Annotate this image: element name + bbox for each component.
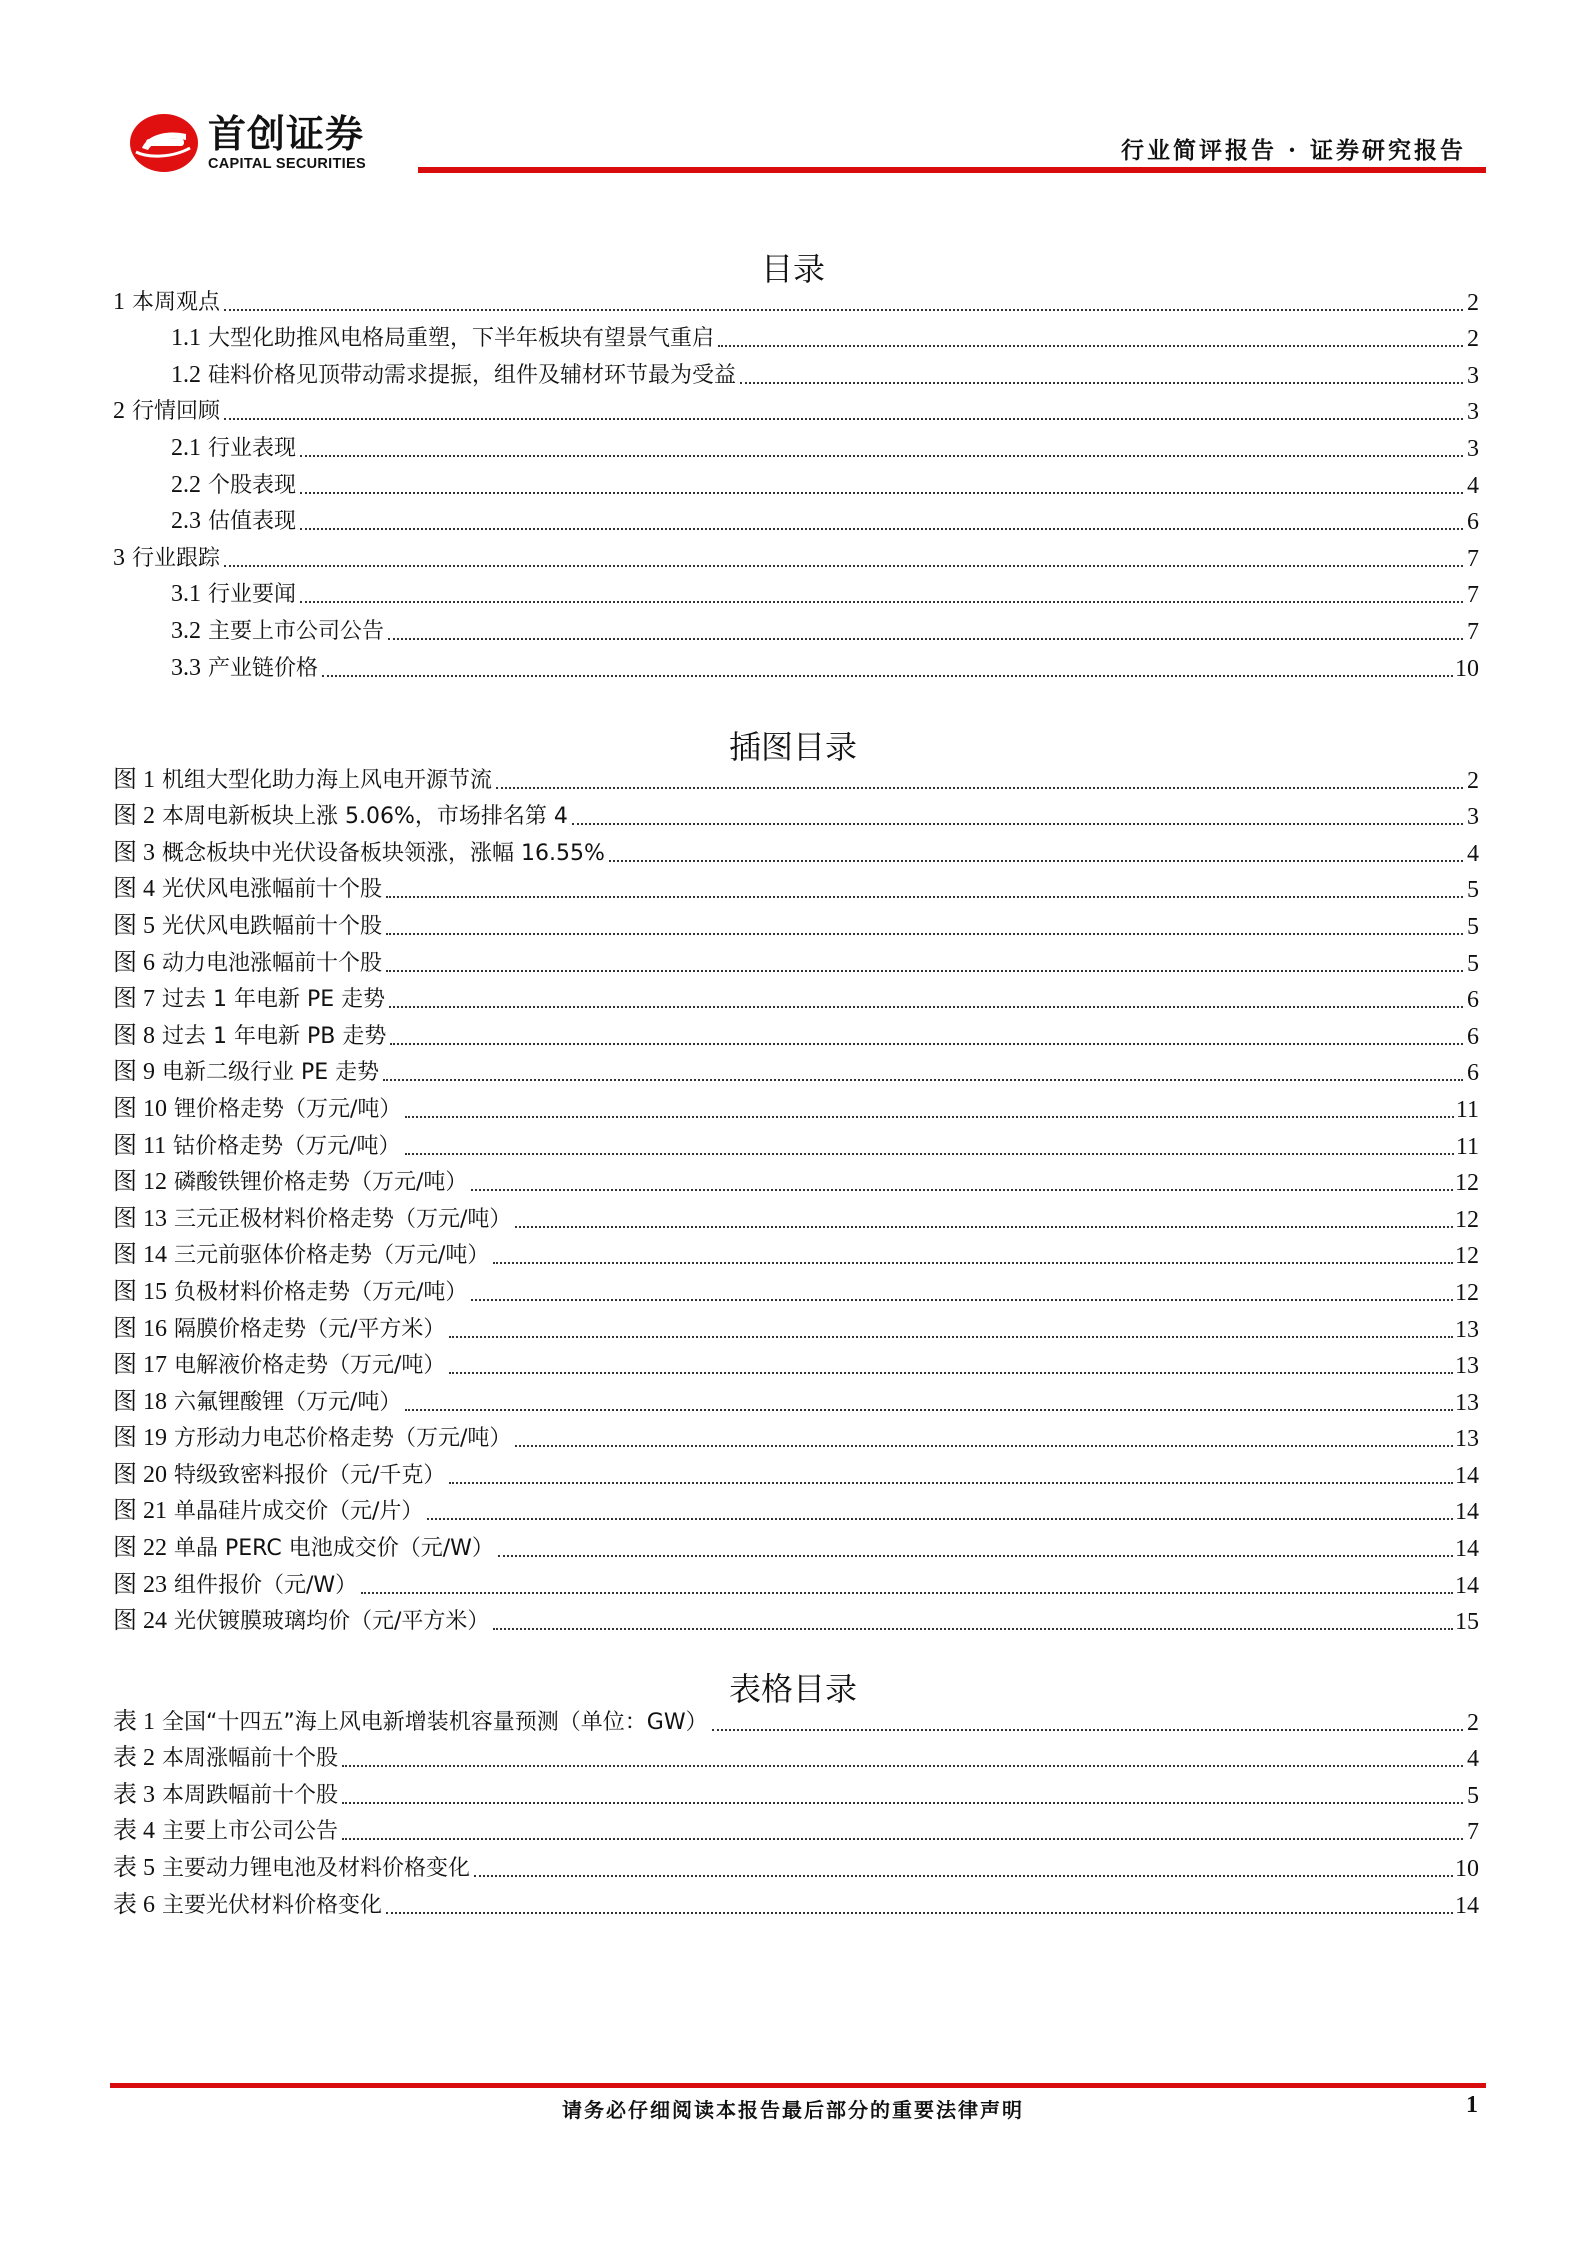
- entry-page-number: 4: [1467, 840, 1479, 867]
- dot-leader: [390, 1043, 1463, 1045]
- toc-entry[interactable]: [113, 1270, 1479, 1307]
- entry-label: [113, 1854, 472, 1883]
- dot-leader: [224, 418, 1463, 420]
- entry-label: [113, 1058, 381, 1087]
- entry-number: 3: [113, 544, 125, 571]
- entry-number: 图 9: [113, 1059, 155, 1086]
- toc-entry[interactable]: [113, 1234, 1479, 1271]
- entry-label: [113, 1461, 447, 1490]
- entry-page-number: 12: [1455, 1170, 1479, 1197]
- entry-number: 图 12: [113, 1169, 167, 1196]
- toc-entry[interactable]: [113, 1417, 1479, 1454]
- toc-entry[interactable]: [113, 1846, 1479, 1883]
- entry-number: 图 2: [113, 803, 155, 830]
- entry-page-number: 14: [1455, 1536, 1479, 1563]
- page-number: 1: [1466, 2092, 1478, 2118]
- entry-number: 1.2: [171, 361, 201, 388]
- entry-page-number: 3: [1467, 399, 1479, 426]
- dot-leader: [496, 787, 1463, 789]
- entry-label: [113, 1497, 425, 1526]
- entry-page-number: 3: [1467, 435, 1479, 462]
- entry-number: 图 16: [113, 1315, 167, 1342]
- entry-text: 行业要闻: [208, 582, 297, 608]
- entry-text: 本周涨幅前十个股: [162, 1746, 339, 1772]
- entry-label: [113, 1205, 513, 1234]
- entry-page-number: 4: [1467, 472, 1479, 499]
- entry-label: [113, 875, 384, 904]
- brand-name-en: CAPITAL SECURITIES: [208, 156, 366, 172]
- dot-leader: [386, 1912, 1453, 1914]
- entry-number: 3.2: [171, 617, 201, 644]
- toc-entry[interactable]: [113, 573, 1479, 610]
- entry-label: [113, 839, 607, 868]
- entry-label: [171, 434, 298, 463]
- entry-page-number: 5: [1467, 913, 1479, 940]
- entry-label: [171, 580, 298, 609]
- entry-text: 磷酸铁锂价格走势（万元/吨）: [174, 1170, 468, 1196]
- toc-entry[interactable]: [113, 1737, 1479, 1774]
- toc-entry[interactable]: [113, 941, 1479, 978]
- toc-entry[interactable]: [113, 1600, 1479, 1637]
- toc-entry[interactable]: [113, 1124, 1479, 1161]
- entry-text: 三元前驱体价格走势（万元/吨）: [174, 1243, 490, 1269]
- toc-entry[interactable]: [113, 1051, 1479, 1088]
- dot-leader: [449, 1482, 1453, 1484]
- entry-number: 3.1: [171, 581, 201, 608]
- entry-number: 表 2: [113, 1745, 155, 1772]
- entry-text: 本周电新板块上涨 5.06%，市场排名第 4: [162, 804, 568, 830]
- entry-page-number: 14: [1455, 1892, 1479, 1919]
- entry-text: 单晶 PERC 电池成交价（元/W）: [174, 1536, 494, 1562]
- toc-entry[interactable]: [113, 426, 1479, 463]
- entry-page-number: 3: [1467, 362, 1479, 389]
- entry-text: 过去 1 年电新 PB 走势: [162, 1023, 387, 1049]
- dot-leader: [449, 1372, 1453, 1374]
- toc-entry[interactable]: [113, 1883, 1479, 1920]
- toc-entry[interactable]: [113, 1161, 1479, 1198]
- tables-title: 表格目录: [728, 1670, 857, 1708]
- dot-leader: [342, 1765, 1463, 1767]
- entry-text: 特级致密料报价（元/千克）: [174, 1462, 446, 1488]
- entry-text: 过去 1 年电新 PE 走势: [162, 987, 386, 1013]
- entry-label: [113, 1708, 710, 1737]
- entry-page-number: 11: [1455, 1133, 1479, 1160]
- entry-text: 钴价格走势（万元/吨）: [173, 1133, 401, 1159]
- entry-page-number: 6: [1467, 987, 1479, 1014]
- entry-text: 光伏风电跌幅前十个股: [162, 913, 383, 939]
- dot-leader: [388, 638, 1463, 640]
- page-header: [0, 0, 1586, 180]
- toc-entry[interactable]: [113, 317, 1479, 354]
- entry-page-number: 12: [1455, 1206, 1479, 1233]
- toc-entry[interactable]: [113, 1526, 1479, 1563]
- entry-number: 图 3: [113, 839, 155, 866]
- dot-leader: [405, 1116, 1453, 1118]
- entry-number: 图 21: [113, 1498, 167, 1525]
- dot-leader: [718, 345, 1463, 347]
- entry-number: 表 4: [113, 1818, 155, 1845]
- dot-leader: [342, 1838, 1463, 1840]
- capital-securities-logo-icon: [128, 112, 200, 174]
- entry-page-number: 5: [1467, 1782, 1479, 1809]
- entry-label: [113, 1817, 340, 1846]
- dot-leader: [712, 1729, 1463, 1731]
- entry-label: [113, 1241, 491, 1270]
- dot-leader: [300, 601, 1463, 603]
- toc-entry[interactable]: [113, 1344, 1479, 1381]
- entry-text: 个股表现: [208, 472, 297, 498]
- dot-leader: [471, 1189, 1453, 1191]
- dot-leader: [609, 860, 1463, 862]
- entry-page-number: 2: [1467, 326, 1479, 353]
- entry-page-number: 10: [1455, 1855, 1479, 1882]
- entry-page-number: 6: [1467, 1060, 1479, 1087]
- entry-number: 图 22: [113, 1535, 167, 1562]
- dot-leader: [515, 1445, 1453, 1447]
- entry-text: 主要光伏材料价格变化: [162, 1892, 383, 1918]
- dot-leader: [361, 1592, 1453, 1594]
- dot-leader: [342, 1802, 1463, 1804]
- entry-number: 图 17: [113, 1352, 167, 1379]
- entry-label: [113, 544, 222, 573]
- entry-label: [113, 1168, 469, 1197]
- entry-text: 六氟锂酸锂（万元/吨）: [174, 1389, 402, 1415]
- entry-text: 大型化助推风电格局重塑，下半年板块有望景气重启: [208, 326, 715, 352]
- entry-label: [113, 1278, 469, 1307]
- entry-text: 锂价格走势（万元/吨）: [174, 1096, 402, 1122]
- toc-entry[interactable]: [113, 280, 1479, 317]
- entry-text: 全国“十四五”海上风电新增装机容量预测（单位：GW）: [162, 1709, 708, 1735]
- dot-leader: [322, 675, 1453, 677]
- toc-entry[interactable]: [113, 831, 1479, 868]
- entry-number: 表 5: [113, 1854, 155, 1881]
- entry-label: [171, 617, 386, 646]
- legal-disclaimer: 请务必仔细阅读本报告最后部分的重要法律声明: [562, 2098, 1024, 2122]
- toc-entry[interactable]: [113, 1810, 1479, 1847]
- entry-text: 行业表现: [208, 435, 297, 461]
- entry-label: [113, 397, 222, 426]
- dot-leader: [572, 823, 1463, 825]
- dot-leader: [474, 1875, 1453, 1877]
- entry-number: 图 11: [113, 1132, 167, 1159]
- dot-leader: [427, 1518, 1453, 1520]
- entry-page-number: 7: [1467, 618, 1479, 645]
- dot-leader: [389, 1006, 1463, 1008]
- entry-number: 图 24: [113, 1608, 167, 1635]
- dot-leader: [471, 1299, 1453, 1301]
- entry-number: 图 15: [113, 1278, 167, 1305]
- entry-number: 图 5: [113, 912, 155, 939]
- entry-text: 主要动力锂电池及材料价格变化: [162, 1855, 471, 1881]
- entry-number: 图 20: [113, 1461, 167, 1488]
- entry-label: [113, 802, 570, 831]
- entry-page-number: 2: [1467, 289, 1479, 316]
- entry-text: 光伏镀膜玻璃均价（元/平方米）: [174, 1609, 490, 1635]
- dot-leader: [493, 1628, 1453, 1630]
- dot-leader: [515, 1226, 1453, 1228]
- entry-number: 图 6: [113, 949, 155, 976]
- entry-text: 单晶硅片成交价（元/片）: [174, 1499, 424, 1525]
- entry-label: [171, 361, 738, 390]
- dot-leader: [740, 382, 1463, 384]
- entry-label: [113, 1744, 340, 1773]
- dot-leader: [383, 1079, 1463, 1081]
- header-divider: [418, 167, 1486, 173]
- toc-title: 目录: [760, 250, 825, 288]
- entry-page-number: 13: [1455, 1353, 1479, 1380]
- toc-entry[interactable]: [113, 1307, 1479, 1344]
- toc-entry[interactable]: [113, 1380, 1479, 1417]
- entry-label: [171, 654, 320, 683]
- entry-label: [171, 471, 298, 500]
- entry-number: 1: [113, 288, 125, 315]
- dot-leader: [449, 1336, 1453, 1338]
- entry-number: 2: [113, 398, 125, 425]
- entry-number: 图 1: [113, 766, 155, 793]
- dot-leader: [386, 970, 1463, 972]
- entry-number: 表 3: [113, 1781, 155, 1808]
- entry-page-number: 3: [1467, 804, 1479, 831]
- footer-divider: [110, 2083, 1486, 2088]
- dot-leader: [405, 1153, 1454, 1155]
- entry-number: 2.3: [171, 508, 201, 535]
- entry-number: 2.1: [171, 434, 201, 461]
- toc-entry[interactable]: [113, 868, 1479, 905]
- brand-name-cn: 首创证券: [208, 112, 365, 156]
- figure-list: [113, 758, 1479, 1636]
- entry-page-number: 6: [1467, 1023, 1479, 1050]
- entry-label: [113, 766, 494, 795]
- toc-entry[interactable]: [113, 795, 1479, 832]
- entry-page-number: 14: [1455, 1572, 1479, 1599]
- toc-entry[interactable]: [113, 500, 1479, 537]
- entry-text: 行业跟踪: [132, 545, 221, 571]
- entry-text: 主要上市公司公告: [162, 1819, 339, 1845]
- entry-label: [113, 288, 222, 317]
- entry-text: 本周跌幅前十个股: [162, 1782, 339, 1808]
- entry-number: 图 14: [113, 1242, 167, 1269]
- table-list: [113, 1700, 1479, 1920]
- dot-leader: [300, 528, 1463, 530]
- entry-label: [113, 1607, 491, 1636]
- entry-page-number: 5: [1467, 950, 1479, 977]
- entry-label: [113, 1388, 403, 1417]
- entry-page-number: 15: [1455, 1609, 1479, 1636]
- entry-page-number: 7: [1467, 545, 1479, 572]
- entry-text: 硅料价格见顶带动需求提振，组件及辅材环节最为受益: [208, 362, 737, 388]
- entry-label: [113, 1095, 403, 1124]
- entry-text: 组件报价（元/W）: [174, 1572, 358, 1598]
- entry-label: [113, 1315, 447, 1344]
- entry-number: 图 4: [113, 876, 155, 903]
- entry-page-number: 10: [1455, 655, 1479, 682]
- entry-number: 图 23: [113, 1571, 167, 1598]
- toc-entry[interactable]: [113, 1014, 1479, 1051]
- entry-text: 估值表现: [208, 509, 297, 535]
- entry-label: [113, 1424, 513, 1453]
- entry-label: [113, 985, 387, 1014]
- entry-label: [113, 1351, 447, 1380]
- entry-page-number: 7: [1467, 1819, 1479, 1846]
- entry-text: 行情回顾: [132, 399, 221, 425]
- entry-label: [113, 1571, 359, 1600]
- entry-number: 图 8: [113, 1022, 155, 1049]
- toc-entry[interactable]: [113, 1563, 1479, 1600]
- toc-entry[interactable]: [113, 758, 1479, 795]
- entry-text: 电解液价格走势（万元/吨）: [174, 1353, 446, 1379]
- entry-label: [171, 507, 298, 536]
- brand-logo: [128, 112, 366, 174]
- dot-leader: [300, 492, 1463, 494]
- entry-label: [113, 912, 384, 941]
- entry-text: 概念板块中光伏设备板块领涨，涨幅 16.55%: [162, 840, 605, 866]
- entry-text: 三元正极材料价格走势（万元/吨）: [174, 1206, 512, 1232]
- dot-leader: [300, 455, 1463, 457]
- entry-page-number: 2: [1467, 767, 1479, 794]
- entry-page-number: 13: [1455, 1389, 1479, 1416]
- entry-label: [113, 949, 384, 978]
- table-of-contents: [113, 280, 1479, 683]
- entry-text: 隔膜价格走势（元/平方米）: [174, 1316, 446, 1342]
- entry-number: 表 6: [113, 1891, 155, 1918]
- entry-number: 表 1: [113, 1708, 155, 1735]
- entry-page-number: 14: [1455, 1499, 1479, 1526]
- entry-number: 2.2: [171, 471, 201, 498]
- entry-page-number: 6: [1467, 509, 1479, 536]
- entry-number: 图 18: [113, 1388, 167, 1415]
- entry-page-number: 5: [1467, 877, 1479, 904]
- entry-page-number: 14: [1455, 1462, 1479, 1489]
- entry-number: 图 7: [113, 986, 155, 1013]
- toc-entry[interactable]: [113, 1197, 1479, 1234]
- toc-entry[interactable]: [113, 1700, 1479, 1737]
- entry-page-number: 12: [1455, 1279, 1479, 1306]
- toc-entry[interactable]: [113, 390, 1479, 427]
- entry-text: 主要上市公司公告: [208, 618, 385, 644]
- dot-leader: [224, 565, 1463, 567]
- entry-text: 本周观点: [132, 289, 221, 315]
- entry-number: 1.1: [171, 325, 201, 352]
- toc-entry[interactable]: [113, 978, 1479, 1015]
- entry-page-number: 11: [1455, 1096, 1479, 1123]
- entry-page-number: 4: [1467, 1746, 1479, 1773]
- entry-number: 3.3: [171, 654, 201, 681]
- entry-label: [171, 324, 716, 353]
- entry-label: [113, 1022, 388, 1051]
- toc-entry[interactable]: [113, 353, 1479, 390]
- dot-leader: [493, 1262, 1453, 1264]
- entry-text: 动力电池涨幅前十个股: [162, 950, 383, 976]
- toc-entry[interactable]: [113, 609, 1479, 646]
- dot-leader: [386, 896, 1463, 898]
- entry-text: 光伏风电涨幅前十个股: [162, 877, 383, 903]
- entry-text: 负极材料价格走势（万元/吨）: [174, 1279, 468, 1305]
- report-type-label: 行业简评报告 · 证券研究报告: [1120, 137, 1466, 164]
- entry-number: 图 10: [113, 1095, 167, 1122]
- dot-leader: [405, 1409, 1453, 1411]
- toc-entry[interactable]: [113, 904, 1479, 941]
- toc-entry[interactable]: [113, 1490, 1479, 1527]
- toc-entry[interactable]: [113, 463, 1479, 500]
- dot-leader: [224, 309, 1463, 311]
- toc-entry[interactable]: [113, 1453, 1479, 1490]
- entry-page-number: 13: [1455, 1316, 1479, 1343]
- entry-page-number: 2: [1467, 1709, 1479, 1736]
- entry-label: [113, 1534, 496, 1563]
- entry-page-number: 13: [1455, 1426, 1479, 1453]
- entry-text: 电新二级行业 PE 走势: [162, 1060, 380, 1086]
- entry-text: 机组大型化助力海上风电开源节流: [162, 767, 493, 793]
- entry-label: [113, 1132, 403, 1161]
- dot-leader: [386, 933, 1463, 935]
- toc-entry[interactable]: [113, 536, 1479, 573]
- entry-text: 方形动力电芯价格走势（万元/吨）: [174, 1426, 512, 1452]
- toc-entry[interactable]: [113, 646, 1479, 683]
- figures-title: 插图目录: [728, 728, 857, 766]
- entry-page-number: 12: [1455, 1243, 1479, 1270]
- dot-leader: [498, 1555, 1453, 1557]
- entry-label: [113, 1781, 340, 1810]
- toc-entry[interactable]: [113, 1087, 1479, 1124]
- entry-text: 产业链价格: [208, 655, 319, 681]
- toc-entry[interactable]: [113, 1773, 1479, 1810]
- entry-number: 图 13: [113, 1205, 167, 1232]
- entry-page-number: 7: [1467, 582, 1479, 609]
- entry-number: 图 19: [113, 1425, 167, 1452]
- entry-label: [113, 1891, 384, 1920]
